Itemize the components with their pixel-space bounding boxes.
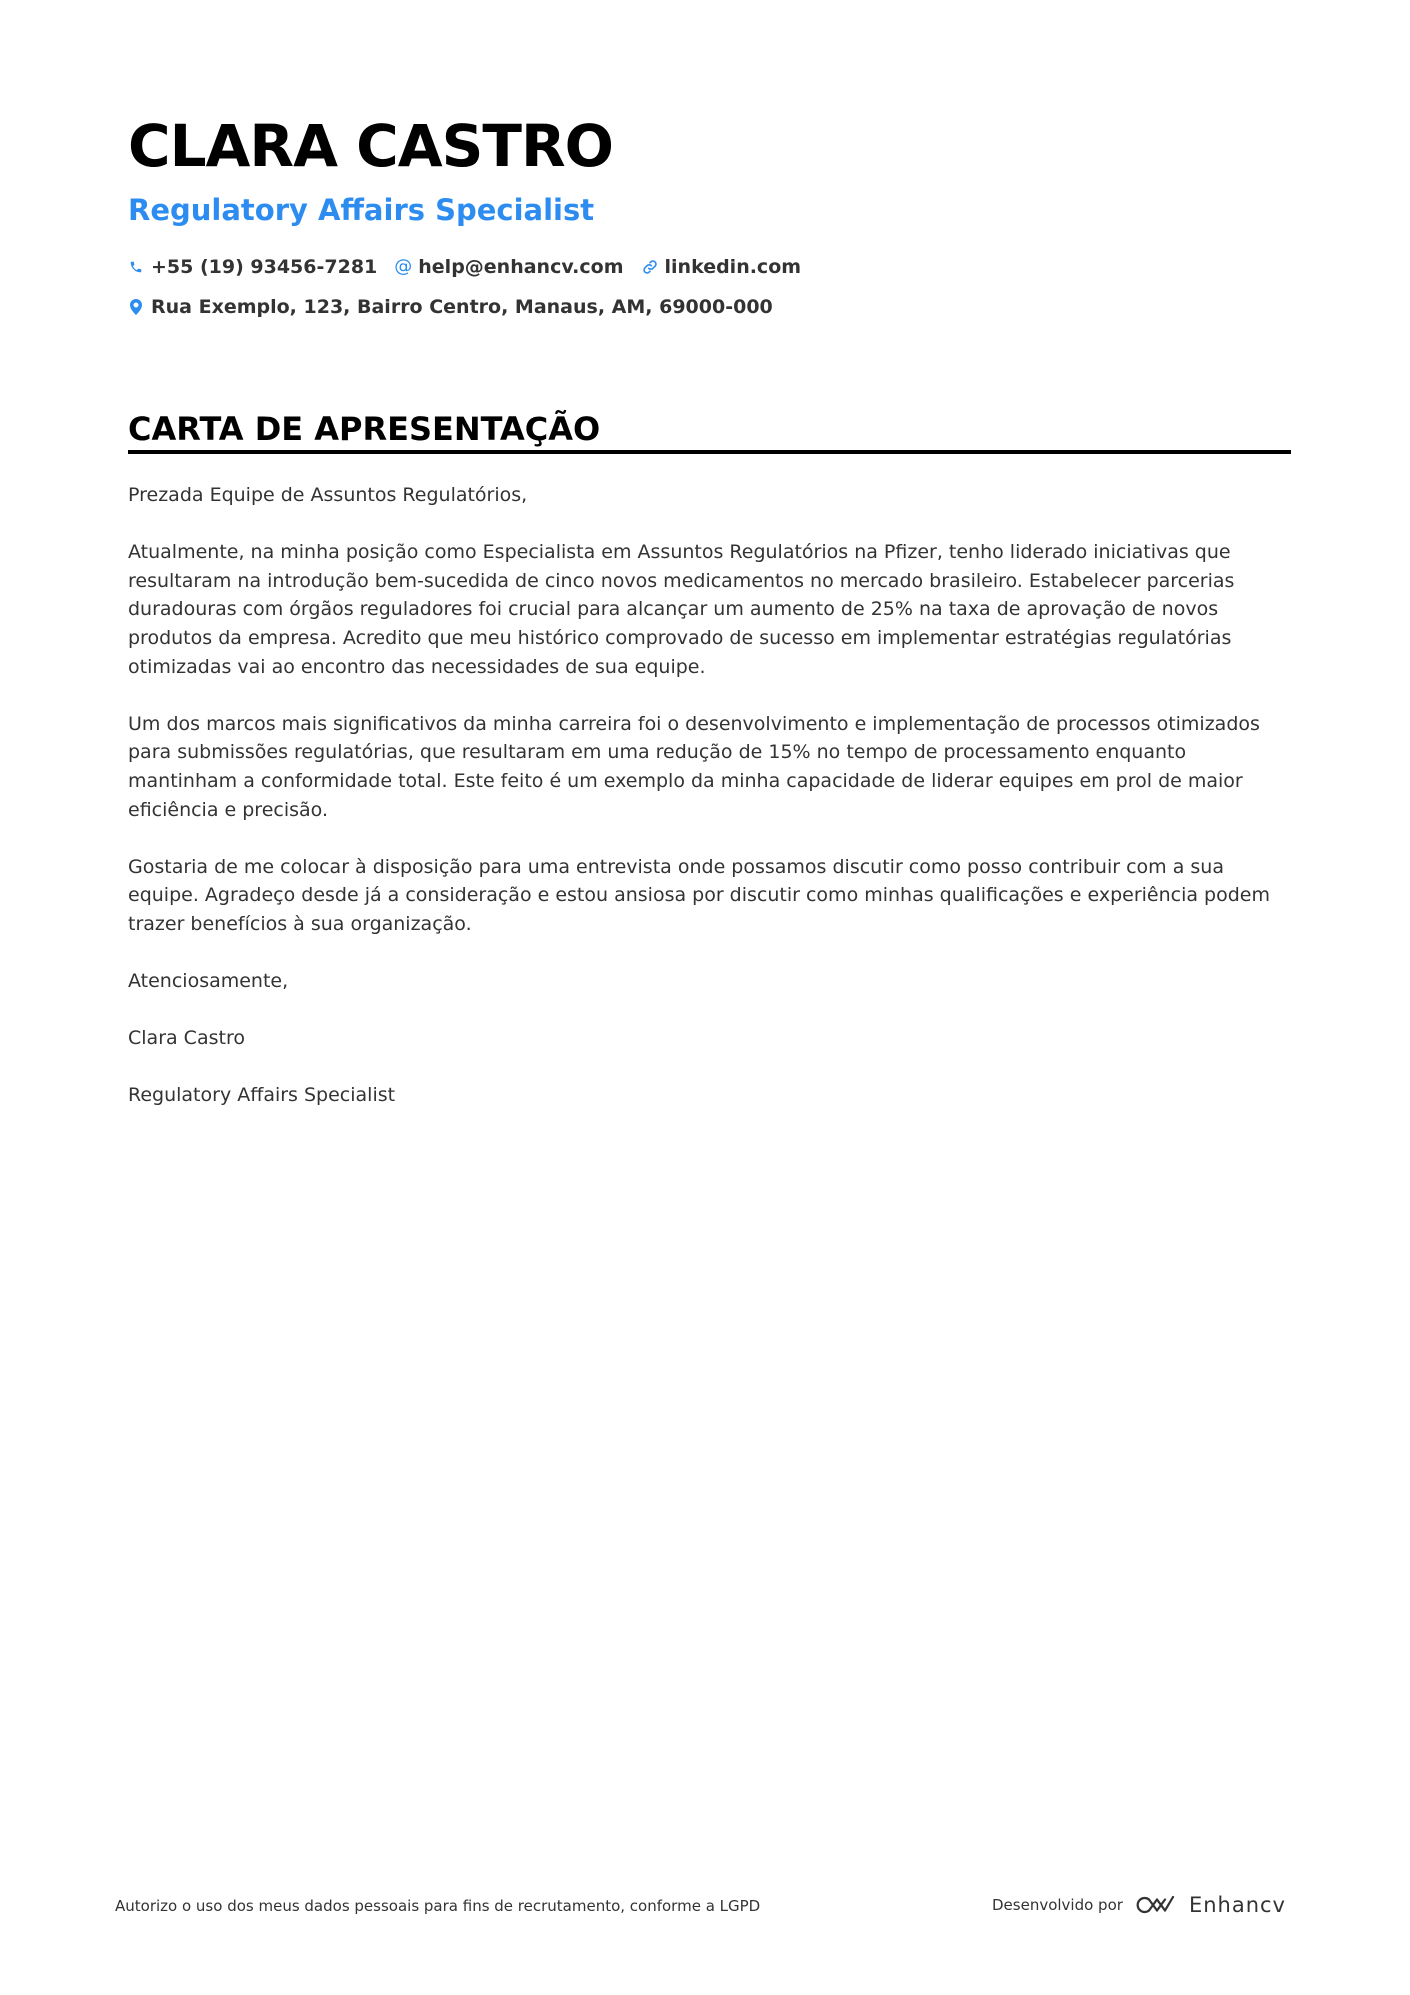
at-icon: @ (394, 256, 413, 277)
enhancv-logo-icon (1135, 1893, 1179, 1917)
contact-email (395, 256, 623, 278)
map-pin-icon (128, 298, 144, 316)
footer-brand[interactable] (992, 1890, 1286, 1920)
phone-number[interactable]: +55 (19) 93456-7281 (151, 256, 378, 278)
website-link[interactable]: linkedin.com (664, 256, 802, 278)
contact-website (642, 256, 802, 278)
job-title: Regulatory Affairs Specialist (128, 193, 595, 227)
letter-paragraph: Um dos marcos mais significativos da minha carreira foi o desenvolvimento e implementação de processos otimizados para submissões regulatórias, que resultaram em uma redução de 15% no tempo de processamento enquanto mantinham a conformidade total. Este feito é um exemplo da minha capacidade de liderar equipes em prol de maior eficiência e precisão. (128, 712, 1260, 821)
section-divider (128, 450, 1291, 454)
section-heading: CARTA DE APRESENTAÇÃO (128, 410, 601, 448)
address-text: Rua Exemplo, 123, Bairro Centro, Manaus, AM, 69000-000 (151, 296, 773, 318)
phone-icon (128, 258, 144, 276)
built-by-label: Desenvolvido por (992, 1896, 1123, 1914)
letter-paragraph: Gostaria de me colocar à disposição para uma entrevista onde possamos discutir como posso contribuir com a sua equipe. Agradeço desde já a consideração e estou ansiosa por discutir como minhas qualificações e experiência podem trazer benefícios à sua organização. (128, 855, 1270, 935)
letter-closing: Atenciosamente, (128, 970, 289, 993)
contact-phone (128, 256, 377, 278)
letter-paragraph: Atualmente, na minha posição como Especialista em Assuntos Regulatórios na Pfizer, tenho liderado iniciativas que resultaram na introdução bem-sucedida de cinco novos medicamentos no mercado brasileiro. Estabelecer parcerias duradouras com órgãos reguladores foi crucial para alcançar um aumento de 25% na taxa de aprovação de novos produtos da empresa. Acredito que meu histórico comprovado de sucesso em implementar estratégias regulatórias otimizadas vai ao encontro das necessidades de sua equipe. (128, 541, 1235, 678)
footer-consent: Autorizo o uso dos meus dados pessoais para fins de recrutamento, conforme a LGPD (115, 1897, 761, 1915)
contact-address (128, 296, 773, 318)
enhancv-wordmark: Enhancv (1188, 1893, 1286, 1917)
letter-body (128, 481, 1291, 1139)
applicant-name: CLARA CASTRO (128, 112, 613, 180)
address-row (128, 293, 791, 321)
signature-name: Clara Castro (128, 1027, 245, 1050)
link-icon (642, 258, 658, 276)
email-address[interactable]: help@enhancv.com (418, 256, 624, 278)
letter-greeting: Prezada Equipe de Assuntos Regulatórios, (128, 484, 528, 506)
signature-title: Regulatory Affairs Specialist (128, 1084, 396, 1107)
contact-row (128, 253, 819, 281)
